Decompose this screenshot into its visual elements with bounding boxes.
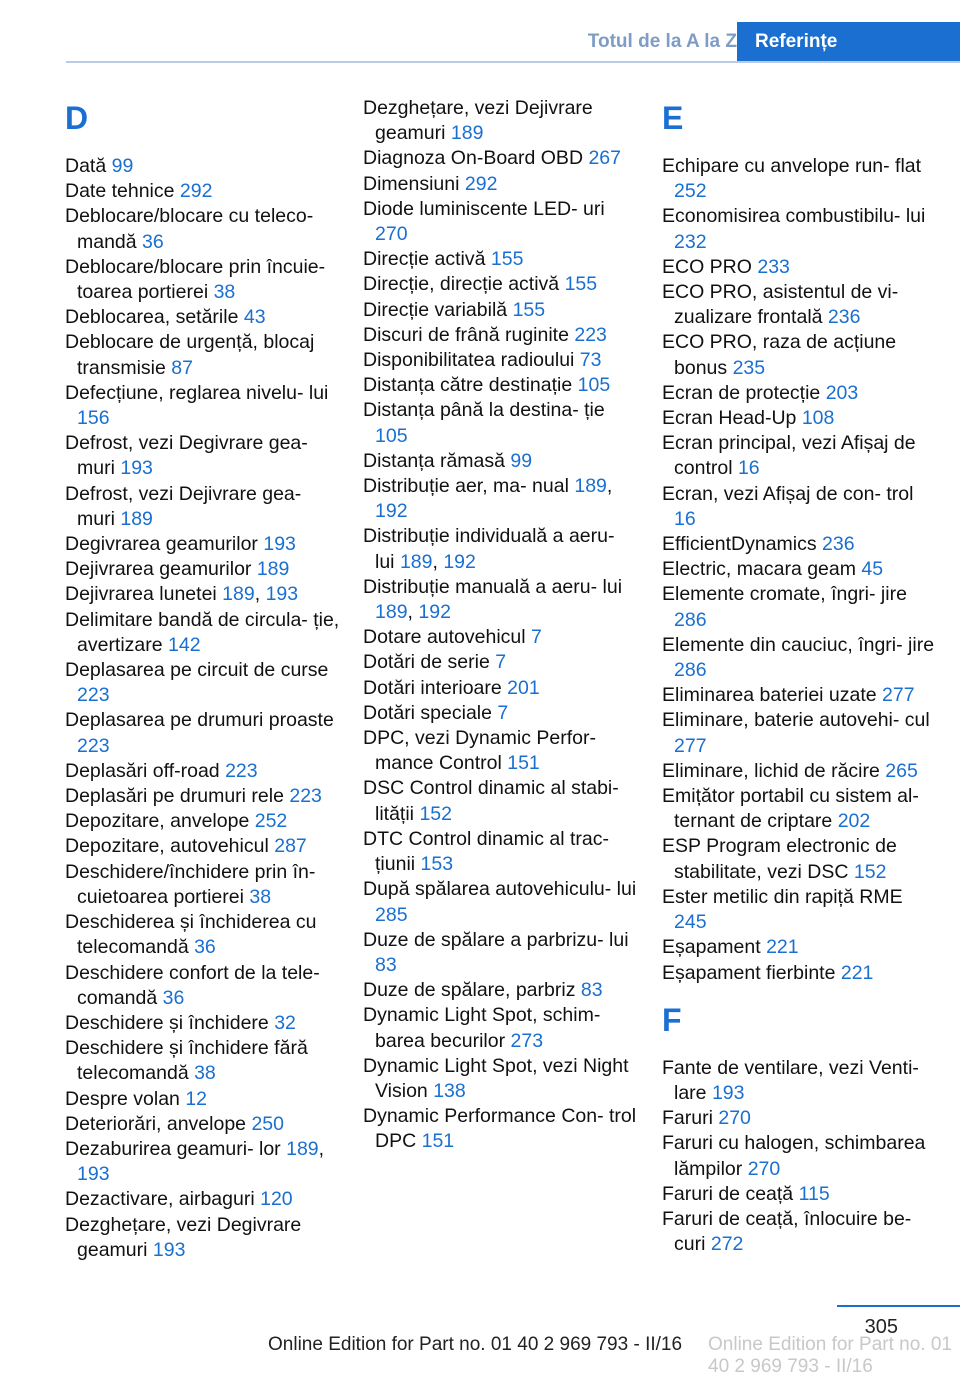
entry-term: Dynamic Light Spot, schim- barea becurilor (363, 1004, 601, 1052)
header-rule (66, 61, 960, 63)
index-entry (662, 683, 938, 708)
index-entry (662, 1106, 938, 1131)
page-link[interactable]: 189 (120, 507, 153, 530)
section-letter: F (662, 1001, 682, 1038)
index-entry (662, 255, 938, 280)
page-link[interactable]: 270 (747, 1157, 781, 1180)
page-link[interactable]: 115 (798, 1182, 830, 1205)
index-entry (65, 154, 341, 179)
index-entry (65, 1036, 341, 1086)
index-entry (65, 557, 341, 582)
index-entry (65, 305, 341, 330)
index-entry (363, 928, 639, 978)
entry-term: Dynamic Performance Con- trol DPC (363, 1105, 637, 1153)
entry-term: Dejivrarea geamurilor (65, 558, 257, 581)
entry-term: Distribuție aer, ma- nual (363, 475, 575, 498)
page-link[interactable]: 138 (433, 1079, 466, 1102)
entry-term: Depozitare, autovehicul (65, 835, 275, 858)
index-entry (662, 381, 938, 406)
index-entry (363, 575, 639, 625)
page-link[interactable]: 156 (77, 407, 110, 430)
edition-note: Online Edition for Part no. 01 40 2 969 793 - II/16 (268, 1334, 683, 1355)
index-entry (65, 708, 341, 758)
entry-term: Deblocare/blocare cu teleco- mandă (65, 205, 314, 253)
page-link[interactable]: 16 (674, 507, 696, 530)
page-link[interactable]: 83 (375, 953, 397, 976)
page-link[interactable]: 99 (510, 449, 533, 472)
page-link[interactable]: 189 (375, 601, 408, 624)
page-link[interactable]: 245 (674, 911, 707, 934)
entry-term: Deschiderea și închiderea cu telecomandă (65, 911, 317, 959)
index-entry (662, 885, 938, 935)
page-link[interactable]: 292 (464, 172, 498, 195)
index-entry (65, 381, 341, 431)
section-letter: E (662, 100, 684, 136)
entry-term: Dotare autovehicul (363, 626, 532, 649)
page-link[interactable]: 38 (213, 281, 236, 304)
page-link[interactable]: 203 (825, 381, 859, 404)
entry-term: Dynamic Light Spot, vezi Night Vision (363, 1054, 629, 1102)
page-link[interactable]: 189 (222, 583, 255, 606)
index-entry (363, 272, 639, 297)
page-link[interactable]: 193 (77, 1163, 110, 1186)
index-entry (662, 708, 938, 758)
entry-term: Deschidere și închidere fără telecomandă (65, 1037, 308, 1085)
page-link[interactable]: 32 (274, 1011, 296, 1034)
page-link[interactable]: 108 (801, 407, 835, 430)
index-entry (65, 1011, 341, 1036)
page-link[interactable]: 273 (510, 1029, 544, 1052)
entry-term: Deplasarea pe drumuri proaste (65, 709, 334, 732)
page-link[interactable]: 223 (289, 785, 322, 808)
index-entry (65, 1087, 341, 1112)
page-link[interactable]: 189 (574, 475, 607, 498)
entry-term: Faruri de ceață, înlocuire be- curi (662, 1207, 912, 1256)
index-entry (65, 1213, 341, 1263)
entry-term: Ecran principal, vezi Afișaj de control (662, 432, 916, 480)
index-entry (662, 204, 938, 254)
entry-term: Degivrarea geamurilor (65, 533, 264, 556)
entry-term: Defrost, vezi Dejivrare gea- muri (65, 482, 302, 530)
entry-term: Faruri cu halogen, schimbarea lămpilor (662, 1132, 926, 1180)
page-link[interactable]: 285 (375, 903, 408, 926)
index-entry (662, 280, 938, 330)
page-link[interactable]: 252 (254, 810, 288, 833)
page-link[interactable]: 286 (674, 608, 707, 631)
entry-term: Duze de spălare a parbrizu- lui (363, 928, 629, 951)
index-entry (363, 877, 639, 927)
entry-term: Elemente din cauciuc, îngri- jire (662, 633, 935, 656)
page-link[interactable]: 7 (495, 651, 507, 674)
index-entry (363, 676, 639, 701)
page-link[interactable]: 73 (579, 349, 602, 372)
page-link[interactable]: 36 (162, 986, 185, 1009)
entry-term: Dezaburirea geamuri- lor (65, 1137, 287, 1160)
index-entry (363, 474, 639, 524)
page-link[interactable]: 153 (420, 853, 454, 876)
page-link[interactable]: 221 (766, 936, 799, 959)
page-link[interactable]: 221 (840, 961, 874, 984)
index-entry (65, 1187, 341, 1212)
page-link[interactable]: 193 (265, 583, 299, 606)
index-entry (662, 532, 938, 557)
page-link[interactable]: 155 (512, 298, 546, 321)
index-entry (65, 961, 341, 1011)
page-link[interactable]: 7 (497, 701, 509, 724)
index-entry (662, 582, 938, 632)
entry-term: Fante de ventilare, vezi Venti- lare (662, 1056, 919, 1104)
index-entry (363, 625, 639, 650)
entry-term: Emițător portabil cu sistem al- ternant de criptare (662, 785, 919, 833)
index-entry (662, 834, 938, 884)
page-link[interactable]: 223 (574, 323, 607, 346)
entry-term: ECO PRO (662, 255, 758, 278)
entry-term: ECO PRO, raza de acțiune bonus (662, 331, 897, 379)
page-link[interactable]: 270 (718, 1107, 751, 1130)
page-link[interactable]: 189 (286, 1137, 319, 1160)
entry-term: Eliminarea bateriei uzate (662, 684, 883, 707)
entry-term: Eșapament fierbinte (662, 961, 841, 984)
entry-term: Delimitare bandă de circula- ție, avertizare (65, 608, 340, 656)
index-entry (662, 784, 938, 834)
index-entry (662, 1182, 938, 1207)
entry-term: Distribuție individuală a aeru- lui (363, 525, 615, 573)
index-entry (363, 96, 639, 146)
entry-term: Dotări speciale (363, 701, 498, 724)
page-separator: , (407, 601, 419, 624)
page-link[interactable]: 292 (179, 180, 213, 203)
entry-term: Direcție activă (363, 248, 491, 271)
entry-term: Deblocare/blocare prin încuie- toarea portierei (65, 255, 326, 304)
entry-term: Discuri de frână ruginite (363, 323, 575, 346)
page-link[interactable]: 236 (827, 306, 861, 329)
page-link[interactable]: 286 (674, 659, 707, 682)
index-entry (363, 701, 639, 726)
page-link[interactable]: 267 (588, 147, 621, 170)
entry-term: Deschidere și închidere (65, 1011, 275, 1034)
page-number: 305 (864, 1316, 898, 1338)
page-link[interactable]: 83 (580, 979, 603, 1002)
page-link[interactable]: 265 (885, 759, 918, 782)
index-entry (65, 204, 341, 254)
section-title: Totul de la A la Z (587, 31, 737, 52)
page-link[interactable]: 99 (111, 155, 134, 177)
index-entry (662, 406, 938, 431)
index-entry (65, 330, 341, 380)
entry-term: Direcție variabilă (363, 298, 513, 321)
index-entry (363, 1003, 639, 1053)
entry-term: Ecran de protecție (662, 381, 826, 404)
entry-term: Dotări de serie (363, 651, 496, 674)
index-entry (65, 910, 341, 960)
entry-term: Distanța către destinație (363, 374, 578, 397)
page-link[interactable]: 223 (77, 734, 110, 757)
entry-term: După spălarea autovehiculu- lui (363, 878, 637, 901)
entry-term: Dezactivare, airbaguri (65, 1188, 261, 1211)
page-link[interactable]: 277 (882, 684, 915, 707)
index-entry (363, 146, 639, 171)
watermark: Online Edition for Part no. 01 40 2 969 793 - II/16 (708, 1334, 952, 1377)
entry-term: EfficientDynamics (662, 533, 823, 556)
entry-term: Ester metilic din rapiță RME (662, 885, 903, 908)
page-separator: , (254, 583, 266, 606)
index-entry (363, 978, 639, 1003)
entry-term: ESP Program electronic de stabilitate, vezi DSC (662, 835, 897, 883)
page-link[interactable]: 235 (732, 356, 766, 379)
index-entry (363, 373, 639, 398)
page-link[interactable]: 87 (171, 356, 193, 379)
index-entry (363, 449, 639, 474)
index-entry (65, 784, 341, 809)
page-link[interactable]: 250 (251, 1112, 284, 1135)
page-link[interactable]: 105 (375, 424, 408, 447)
index-entry (662, 961, 938, 986)
page-link[interactable]: 151 (421, 1130, 455, 1153)
page-link[interactable]: 189 (256, 558, 290, 581)
index-entry (662, 1207, 938, 1257)
index-entry (65, 532, 341, 557)
page-link[interactable]: 236 (822, 533, 855, 556)
entry-term: Faruri de ceață (662, 1182, 799, 1205)
entry-term: Deschidere confort de la tele- comandă (65, 961, 320, 1009)
page-separator: , (606, 475, 613, 498)
index-entry (662, 482, 938, 532)
index-entry (363, 524, 639, 574)
index-entry (662, 330, 938, 380)
entry-term: Dezghețare, vezi Degivrare geamuri (65, 1213, 302, 1261)
entry-term: Eșapament (662, 936, 767, 959)
page-link[interactable]: 120 (260, 1188, 293, 1211)
page-separator: , (318, 1137, 325, 1160)
entry-term: Deplasări pe drumuri rele (65, 785, 290, 808)
page-link[interactable]: 270 (375, 223, 408, 246)
page-link[interactable]: 223 (77, 684, 110, 707)
entry-term: Eliminare, lichid de răcire (662, 759, 886, 782)
index-entry (65, 809, 341, 834)
entry-term: Distanța până la destina- ție (363, 399, 605, 422)
index-entry (65, 1112, 341, 1137)
entry-term: Dimensiuni (363, 172, 465, 195)
entry-term: DSC Control dinamic al stabi- lității (363, 777, 619, 825)
page-link[interactable]: 142 (168, 633, 201, 656)
index-entry (363, 827, 639, 877)
entry-term: Ecran, vezi Afișaj de con- trol (662, 482, 914, 505)
entry-term: Diagnoza On-Board OBD (363, 147, 589, 170)
chapter-tab[interactable]: Referințe (737, 22, 960, 62)
entry-term: Distribuție manuală a aeru- lui (363, 575, 623, 598)
index-entry (662, 759, 938, 784)
index-entry (363, 172, 639, 197)
index-entry (65, 759, 341, 784)
index-entry (363, 1104, 639, 1154)
entry-term: Deplasarea pe circuit de curse (65, 659, 329, 682)
entry-term: Electric, macara geam (662, 558, 862, 581)
entry-term: Elemente cromate, îngri- jire (662, 583, 907, 606)
entry-term: Defrost, vezi Degivrare gea- muri (65, 432, 308, 480)
entry-term: Deschidere/închidere prin în- cuietoarea portierei (65, 860, 316, 908)
page-link[interactable]: 152 (853, 860, 887, 883)
entry-term: ECO PRO, asistentul de vi- zualizare frontală (662, 281, 899, 329)
entry-term: Diode luminiscente LED- uri (363, 197, 605, 220)
page-link[interactable]: 193 (263, 533, 296, 556)
page-link[interactable]: 233 (757, 255, 790, 278)
entry-term: Date tehnice (65, 180, 180, 203)
index-entry (662, 154, 938, 204)
page-header (66, 22, 960, 62)
index-column-3 (662, 96, 938, 1257)
entry-term: Economisirea combustibilu- lui (662, 205, 926, 228)
index-entry (363, 197, 639, 247)
entry-term: Ecran Head-Up (662, 407, 802, 430)
entry-term: Dată (65, 155, 112, 177)
page-link[interactable]: 193 (711, 1081, 745, 1104)
index-entry (662, 431, 938, 481)
index-entry (65, 658, 341, 708)
entry-term: Faruri (662, 1107, 719, 1130)
entry-term: Duze de spălare, parbriz (363, 979, 581, 1002)
index-entry (363, 1054, 639, 1104)
entry-term: Deteriorări, anvelope (65, 1112, 252, 1135)
entry-term: Eliminare, baterie autovehi- cul (662, 709, 930, 732)
page-link[interactable]: 43 (243, 306, 266, 329)
page-link[interactable]: 189 (450, 122, 484, 145)
page-link[interactable]: 252 (674, 180, 707, 203)
index-column-1 (65, 96, 341, 1263)
index-entry (662, 557, 938, 582)
page-link[interactable]: 105 (577, 374, 611, 397)
page-link[interactable]: 155 (564, 273, 598, 296)
page-link[interactable]: 202 (837, 810, 871, 833)
entry-term: Defecțiune, reglarea nivelu- lui (65, 381, 329, 404)
page-link[interactable]: 192 (375, 500, 408, 523)
page-link[interactable]: 155 (490, 248, 524, 271)
entry-term: Deplasări off-road (65, 759, 226, 782)
section-letter: D (65, 100, 89, 136)
page-link[interactable]: 192 (418, 601, 451, 624)
page-link[interactable]: 201 (507, 676, 540, 699)
entry-term: Echipare cu anvelope run- flat (662, 155, 922, 177)
page-link[interactable]: 193 (152, 1238, 186, 1261)
page-link[interactable]: 232 (674, 230, 707, 253)
page-link[interactable]: 36 (194, 936, 216, 959)
page-link[interactable]: 38 (249, 885, 272, 908)
index-entry (662, 1056, 938, 1106)
entry-term: DPC, vezi Dynamic Perfor- mance Control (363, 727, 596, 775)
index-entry (363, 323, 639, 348)
page-link[interactable]: 7 (531, 626, 542, 649)
entry-term: Dejivrarea lunetei (65, 583, 223, 606)
index-entry (65, 179, 341, 204)
entry-term: Deblocare de urgență, blocaj transmisie (65, 331, 315, 379)
page-link[interactable]: 152 (419, 802, 452, 825)
entry-term: Dezghețare, vezi Dejivrare geamuri (363, 97, 593, 145)
page-link[interactable]: 12 (185, 1087, 208, 1110)
index-entry (363, 776, 639, 826)
index-entry (65, 1137, 341, 1187)
entry-term: Distanța rămasă (363, 449, 511, 472)
entry-term: Dotări interioare (363, 676, 508, 699)
index-entry (363, 348, 639, 373)
page-link[interactable]: 45 (861, 558, 884, 581)
index-entry (65, 582, 341, 607)
index-entry (363, 726, 639, 776)
index-entry (363, 298, 639, 323)
page-link[interactable]: 189 (399, 550, 433, 573)
page-link[interactable]: 272 (710, 1233, 744, 1256)
page-link[interactable]: 223 (225, 759, 258, 782)
page-link[interactable]: 192 (443, 550, 476, 573)
index-entry (363, 247, 639, 272)
index-entry (65, 860, 341, 910)
entry-term: DTC Control dinamic al trac- țiunii (363, 827, 609, 876)
page-link[interactable]: 193 (120, 457, 153, 480)
entry-term: Deblocarea, setările (65, 306, 244, 329)
index-entry (65, 834, 341, 859)
index-column-2 (363, 96, 639, 1155)
page-link[interactable]: 287 (274, 835, 307, 858)
index-entry (65, 255, 341, 305)
entry-term: Depozitare, anvelope (65, 810, 255, 833)
index-entry (65, 431, 341, 481)
index-entry (65, 608, 341, 658)
entry-term: Disponibilitatea radioului (363, 349, 580, 372)
page-link[interactable]: 38 (194, 1062, 216, 1085)
index-entry (363, 398, 639, 448)
page-link[interactable]: 36 (142, 230, 164, 253)
page-separator: , (432, 550, 444, 573)
index-entry (662, 935, 938, 960)
entry-term: Direcție, direcție activă (363, 273, 565, 296)
index-entry (65, 482, 341, 532)
index-entry (662, 633, 938, 683)
footer-rule (837, 1305, 960, 1307)
index-entry (662, 1131, 938, 1181)
page-link[interactable]: 16 (737, 457, 760, 480)
index-entry (363, 650, 639, 675)
page-link[interactable]: 277 (674, 734, 707, 757)
entry-term: Despre volan (65, 1087, 186, 1110)
page-link[interactable]: 151 (507, 752, 540, 775)
